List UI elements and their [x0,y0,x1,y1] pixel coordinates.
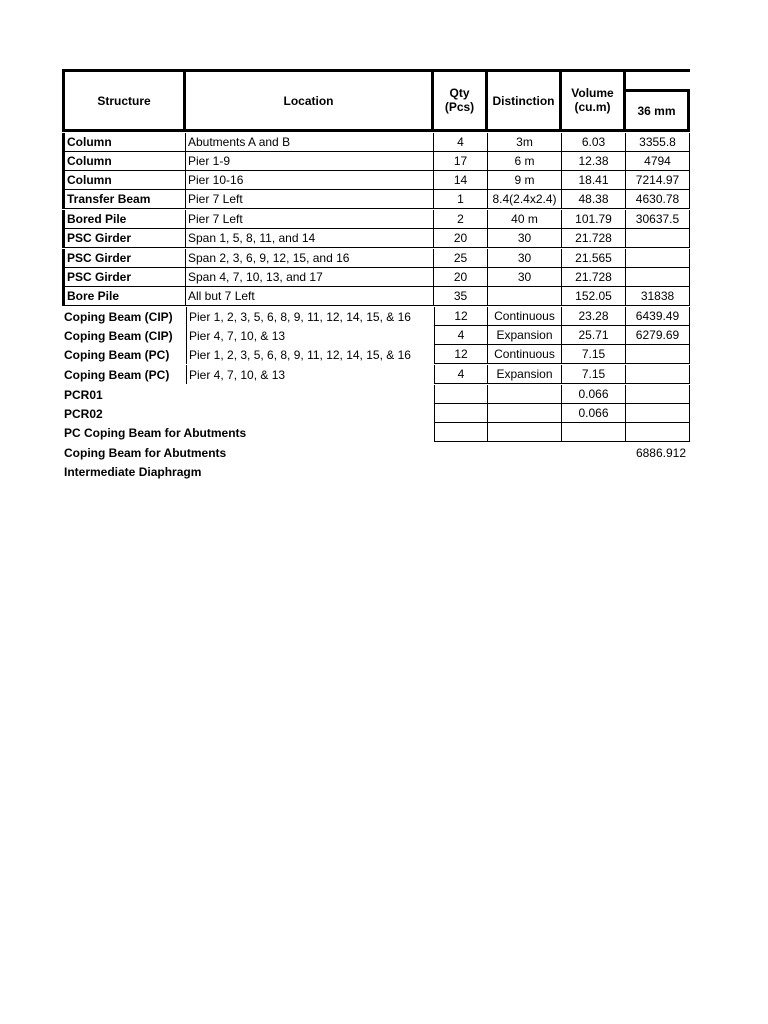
cell-volume: 25.71 [562,326,626,345]
cell-distinction: 30 [488,229,562,248]
cell-qty: 12 [434,307,488,326]
cell-qty: 20 [434,268,488,287]
cell-volume: 23.28 [562,307,626,326]
cell-qty: 4 [434,133,488,152]
cell-col36: 3355.8 [626,133,690,152]
cell-structure: Transfer Beam [62,190,186,209]
cell-col36 [626,249,690,268]
cell-volume [562,462,626,481]
cell-location [186,443,434,462]
cell-location: Span 1, 5, 8, 11, and 14 [186,229,434,248]
cell-location: Pier 1, 2, 3, 5, 6, 8, 9, 11, 12, 14, 15, & 16 [186,307,434,326]
cell-col36 [626,345,690,364]
cell-distinction: Expansion [488,365,562,384]
cell-structure: PSC Girder [62,249,186,268]
cell-volume: 12.38 [562,152,626,171]
cell-location: Span 4, 7, 10, 13, and 17 [186,268,434,287]
cell-distinction [488,287,562,306]
cell-location [186,462,434,481]
cell-col36 [626,423,690,442]
cell-volume: 48.38 [562,190,626,209]
cell-distinction [488,423,562,442]
cell-volume: 7.15 [562,365,626,384]
cell-structure: Column [62,152,186,171]
cell-qty: 2 [434,210,488,229]
cell-qty: 4 [434,365,488,384]
cell-distinction: Continuous [488,307,562,326]
cell-location: Pier 4, 7, 10, & 13 [186,326,434,345]
cell-qty [434,423,488,442]
cell-location [186,404,434,423]
cell-qty [434,385,488,404]
cell-structure: PCR02 [64,406,103,421]
cell-structure: Coping Beam (PC) [64,367,170,382]
cell-distinction [488,462,562,481]
cell-structure: PC Coping Beam for Abutments [64,425,247,440]
cell-volume: 152.05 [562,287,626,306]
cell-distinction: Continuous [488,345,562,364]
cell-volume [562,443,626,462]
cell-structure: Bored Pile [62,210,186,229]
cell-structure: Coping Beam (PC) [64,347,170,362]
cell-structure: Column [62,133,186,152]
cell-volume: 7.15 [562,345,626,364]
cell-distinction: 30 [488,268,562,287]
cell-col36: 6279.69 [626,326,690,345]
cell-qty: 25 [434,249,488,268]
cell-distinction [488,443,562,462]
cell-distinction [488,385,562,404]
cell-volume: 101.79 [562,210,626,229]
cell-structure: Column [62,171,186,190]
cell-col36: 4794 [626,152,690,171]
cell-distinction: 9 m [488,171,562,190]
cell-volume: 21.728 [562,268,626,287]
cell-location: Span 2, 3, 6, 9, 12, 15, and 16 [186,249,434,268]
cell-qty: 4 [434,326,488,345]
cell-structure: Coping Beam (CIP) [64,309,173,324]
cell-col36: 7214.97 [626,171,690,190]
cell-qty [434,462,488,481]
cell-col36: 31838 [626,287,690,306]
cell-structure: Coping Beam (CIP) [64,328,173,343]
cell-structure: PSC Girder [62,229,186,248]
cell-qty: 35 [434,287,488,306]
cell-volume [562,423,626,442]
cell-distinction: 30 [488,249,562,268]
header-structure: Structure [62,69,186,132]
header-distinction: Distinction [488,69,562,132]
cell-location: All but 7 Left [186,287,434,306]
cell-structure: Bore Pile [62,287,186,306]
cell-qty: 14 [434,171,488,190]
cell-location: Pier 4, 7, 10, & 13 [186,365,434,384]
cell-qty: 12 [434,345,488,364]
cell-col36 [626,365,690,384]
cell-col36 [626,462,690,481]
cell-col36 [626,268,690,287]
cell-qty [434,443,488,462]
cell-volume: 0.066 [562,404,626,423]
cell-structure: Intermediate Diaphragm [64,464,202,479]
cell-structure: PSC Girder [62,268,186,287]
header-group-top [626,69,690,90]
cell-volume: 21.565 [562,249,626,268]
cell-location: Pier 1-9 [186,152,434,171]
header-location: Location [186,69,434,132]
cell-col36: 4630.78 [626,190,690,209]
header-36mm: 36 mm [626,89,690,132]
cell-location: Pier 7 Left [186,190,434,209]
cell-distinction [488,404,562,423]
cell-col36 [626,229,690,248]
cell-distinction: 8.4(2.4x2.4) [488,190,562,209]
cell-volume: 18.41 [562,171,626,190]
cell-distinction: 40 m [488,210,562,229]
cell-distinction: 3m [488,133,562,152]
cell-location: Pier 7 Left [186,210,434,229]
cell-location: Pier 1, 2, 3, 5, 6, 8, 9, 11, 12, 14, 15, & 16 [186,345,434,364]
cell-distinction: 6 m [488,152,562,171]
header-qty: Qty (Pcs) [434,69,488,132]
cell-volume: 6.03 [562,133,626,152]
cell-location [186,423,434,442]
cell-qty: 1 [434,190,488,209]
cell-location: Pier 10-16 [186,171,434,190]
cell-col36 [626,385,690,404]
cell-structure: Coping Beam for Abutments [64,445,227,460]
cell-qty: 17 [434,152,488,171]
cell-location: Abutments A and B [186,133,434,152]
cell-structure: PCR01 [64,387,103,402]
header-volume: Volume (cu.m) [562,69,626,132]
cell-col36: 30637.5 [626,210,690,229]
cell-distinction: Expansion [488,326,562,345]
cell-qty [434,404,488,423]
cell-qty: 20 [434,229,488,248]
cell-volume: 0.066 [562,385,626,404]
cell-col36 [626,404,690,423]
cell-volume: 21.728 [562,229,626,248]
cell-col36: 6439.49 [626,307,690,326]
cell-col36: 6886.912 [635,445,686,460]
cell-location [186,385,434,404]
